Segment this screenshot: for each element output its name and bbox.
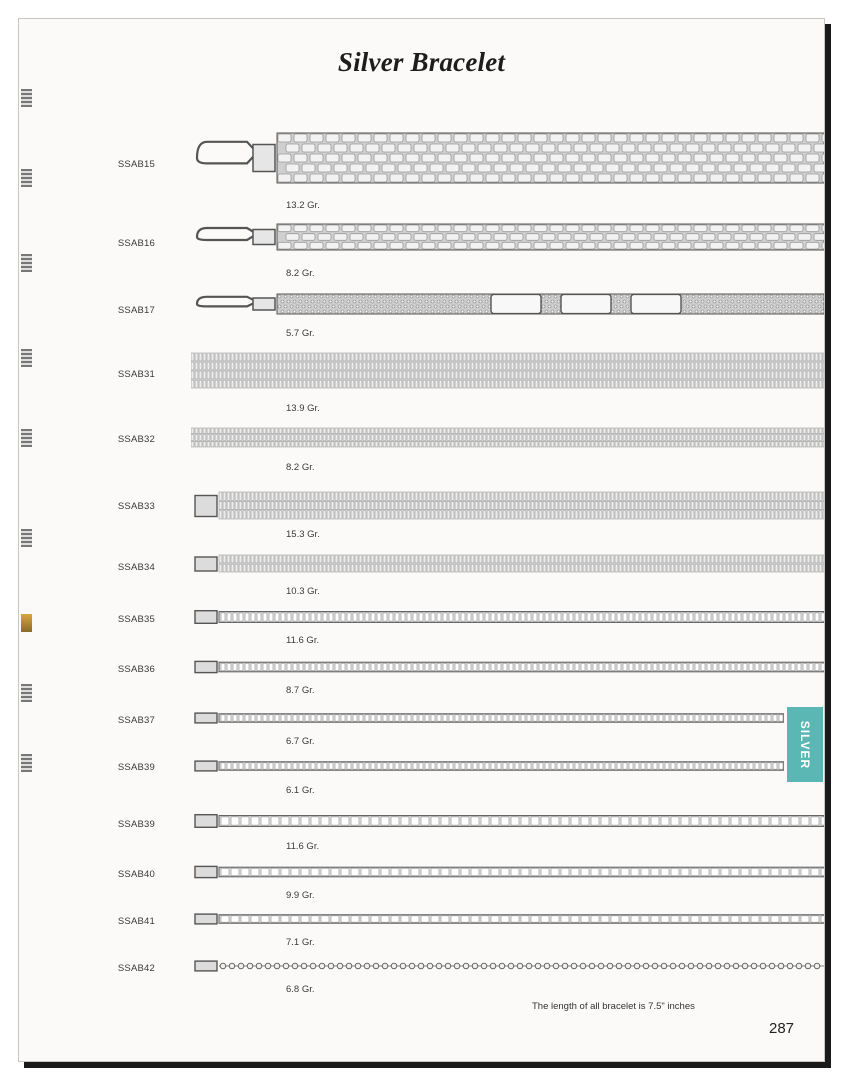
bracelet-illustration xyxy=(191,292,824,316)
catalog-page xyxy=(18,18,825,1062)
bracelet-image xyxy=(191,427,824,449)
page-title: Silver Bracelet xyxy=(337,47,506,77)
bracelet-image xyxy=(191,131,824,185)
page-edge-sliver xyxy=(21,529,32,547)
product-weight: 13.9 Gr. xyxy=(286,403,320,414)
bracelet-image xyxy=(191,959,824,973)
page-edge-sliver xyxy=(21,89,32,107)
page-edge-sliver xyxy=(21,169,32,187)
bracelet-image xyxy=(191,554,824,574)
product-code: SSAB36 xyxy=(117,664,155,675)
page-edge-sliver xyxy=(21,429,32,447)
bracelet-image xyxy=(191,912,824,926)
product-weight: 8.2 Gr. xyxy=(286,268,315,279)
product-code: SSAB17 xyxy=(117,305,155,316)
bracelet-illustration xyxy=(191,659,824,675)
product-code: SSAB42 xyxy=(117,963,155,974)
section-tab[interactable] xyxy=(787,707,823,782)
bracelet-image xyxy=(191,711,784,725)
page-edge-sliver xyxy=(21,254,32,272)
product-code: SSAB31 xyxy=(117,369,155,380)
product-weight: 10.3 Gr. xyxy=(286,586,320,597)
bracelet-illustration xyxy=(191,812,824,830)
bracelet-illustration xyxy=(191,959,824,973)
product-code: SSAB39 xyxy=(117,762,155,773)
bracelet-image xyxy=(191,759,784,773)
bracelet-illustration xyxy=(191,864,824,880)
product-code: SSAB32 xyxy=(117,434,155,445)
page-number: 287 xyxy=(769,1020,795,1037)
product-weight: 9.9 Gr. xyxy=(286,890,315,901)
product-weight: 11.6 Gr. xyxy=(286,635,320,646)
bracelet-illustration xyxy=(191,131,824,185)
product-code: SSAB40 xyxy=(117,869,155,880)
product-code: SSAB39 xyxy=(117,819,155,830)
product-weight: 13.2 Gr. xyxy=(286,200,320,211)
bracelet-image xyxy=(191,812,824,830)
length-note: The length of all bracelet is 7.5" inches xyxy=(532,1001,695,1012)
bracelet-image xyxy=(191,352,824,390)
product-code: SSAB35 xyxy=(117,614,155,625)
bracelet-image xyxy=(191,608,824,626)
product-weight: 15.3 Gr. xyxy=(286,529,320,540)
bracelet-illustration xyxy=(191,759,784,773)
bracelet-illustration xyxy=(191,352,824,390)
bracelet-image xyxy=(191,222,824,252)
product-code: SSAB34 xyxy=(117,562,155,573)
bracelet-illustration xyxy=(191,554,824,574)
product-weight: 6.7 Gr. xyxy=(286,736,315,747)
bracelet-image xyxy=(191,292,824,316)
page-edge-sliver xyxy=(21,614,32,632)
page-edge-sliver xyxy=(21,754,32,772)
bracelet-image xyxy=(191,491,824,521)
page-edge-sliver xyxy=(21,349,32,367)
product-code: SSAB33 xyxy=(117,501,155,512)
product-weight: 6.1 Gr. xyxy=(286,785,315,796)
product-code: SSAB37 xyxy=(117,715,155,726)
product-weight: 8.7 Gr. xyxy=(286,685,315,696)
product-code: SSAB41 xyxy=(117,916,155,927)
bracelet-illustration xyxy=(191,491,824,521)
product-code: SSAB16 xyxy=(117,238,155,249)
bracelet-illustration xyxy=(191,711,784,725)
product-weight: 6.8 Gr. xyxy=(286,984,315,995)
bracelet-image xyxy=(191,659,824,675)
bracelet-illustration xyxy=(191,222,824,252)
bracelet-illustration xyxy=(191,608,824,626)
product-weight: 8.2 Gr. xyxy=(286,462,315,473)
product-code: SSAB15 xyxy=(117,159,155,170)
page-edge-sliver xyxy=(21,684,32,702)
bracelet-illustration xyxy=(191,427,824,449)
product-weight: 11.6 Gr. xyxy=(286,841,320,852)
product-weight: 5.7 Gr. xyxy=(286,328,315,339)
product-weight: 7.1 Gr. xyxy=(286,937,315,948)
bracelet-illustration xyxy=(191,912,824,926)
bracelet-image xyxy=(191,864,824,880)
section-tab-label: SILVER xyxy=(798,720,813,769)
